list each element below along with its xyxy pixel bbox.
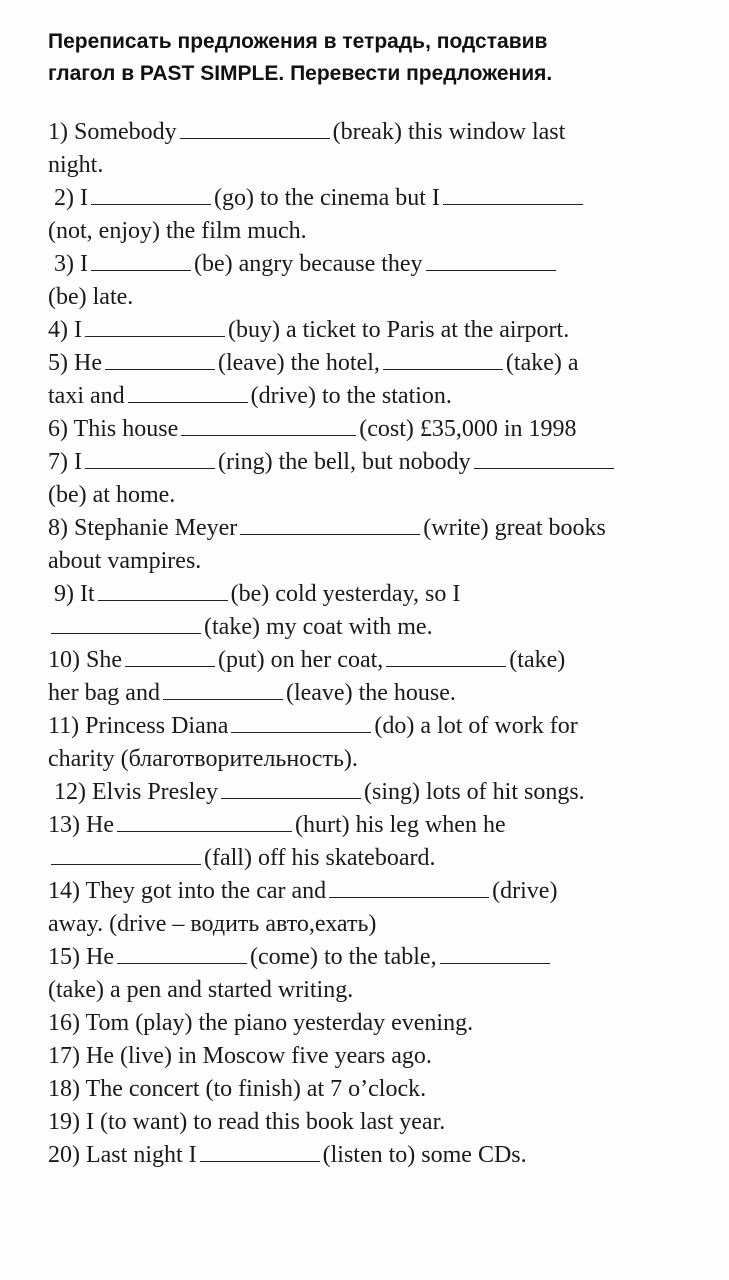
answer-blank	[221, 778, 361, 799]
line-text: (ring) the bell, but nobody	[217, 449, 471, 475]
line-text: 6) This house	[48, 416, 179, 442]
instructions-line: Переписать предложения в тетрадь, подставив	[48, 30, 548, 53]
line-text: 11) Princess Diana	[48, 713, 229, 739]
exercise-line	[48, 380, 708, 413]
exercise-line	[48, 149, 708, 182]
answer-blank	[383, 349, 503, 370]
exercise-line	[48, 314, 708, 347]
line-text: her bag and	[48, 680, 160, 706]
exercise-line	[48, 1040, 708, 1073]
line-text: 15) He	[48, 944, 114, 970]
answer-blank	[51, 613, 201, 634]
answer-blank	[181, 415, 356, 436]
line-text: 8) Stephanie Meyer	[48, 515, 238, 541]
answer-blank	[440, 943, 550, 964]
line-text: 14) They got into the car and	[48, 878, 327, 904]
line-text: (buy) a ticket to Paris at the airport.	[227, 317, 570, 343]
exercise-line	[48, 281, 708, 314]
exercise-line	[48, 578, 708, 611]
answer-blank	[180, 118, 330, 139]
answer-blank	[443, 184, 583, 205]
answer-blank	[98, 580, 228, 601]
exercise-line	[48, 776, 708, 809]
exercise-line	[48, 1139, 708, 1172]
exercise-line	[48, 248, 708, 281]
answer-blank	[85, 316, 225, 337]
exercise-line	[48, 743, 708, 776]
answer-blank	[329, 877, 489, 898]
instructions-heading	[48, 26, 688, 90]
exercise-line	[48, 842, 708, 875]
line-text: taxi and	[48, 383, 125, 409]
answer-blank	[91, 250, 191, 271]
line-text: (take) a	[505, 350, 579, 376]
line-text: 9) It	[48, 581, 95, 607]
answer-blank	[240, 514, 420, 535]
line-text: (leave) the house.	[285, 680, 456, 706]
line-text: (do) a lot of work for	[374, 713, 578, 739]
line-text: (cost) £35,000 in 1998	[359, 416, 577, 442]
line-text: (not, enjoy) the film much.	[48, 218, 307, 244]
exercise-line	[48, 446, 708, 479]
line-text: 4) I	[48, 317, 82, 343]
line-text: away. (drive – водить авто,ехать)	[48, 911, 377, 937]
line-text: 1) Somebody	[48, 119, 177, 145]
answer-blank	[51, 844, 201, 865]
answer-blank	[117, 811, 292, 832]
answer-blank	[117, 943, 247, 964]
exercise-line	[48, 710, 708, 743]
answer-blank	[85, 448, 215, 469]
answer-blank	[91, 184, 211, 205]
line-text: 10) She	[48, 647, 122, 673]
answer-blank	[163, 679, 283, 700]
exercise-line	[48, 479, 708, 512]
exercise-line	[48, 1073, 708, 1106]
line-text: 13) He	[48, 812, 114, 838]
answer-blank	[426, 250, 556, 271]
exercise-line	[48, 215, 708, 248]
answer-blank	[105, 349, 215, 370]
exercise-line	[48, 611, 708, 644]
answer-blank	[128, 382, 248, 403]
line-text: (take) a pen and started writing.	[48, 977, 354, 1003]
exercise-line	[48, 974, 708, 1007]
line-text: (break) this window last	[332, 119, 566, 145]
exercise-line	[48, 1007, 708, 1040]
exercise-line	[48, 512, 708, 545]
line-text: (be) at home.	[48, 482, 176, 508]
line-text: 2) I	[48, 185, 88, 211]
exercise-line	[48, 941, 708, 974]
answer-blank	[200, 1141, 320, 1162]
line-text: about vampires.	[48, 548, 202, 574]
answer-blank	[386, 646, 506, 667]
line-text: 16) Tom (play) the piano yesterday evening.	[48, 1010, 474, 1036]
line-text: (leave) the hotel,	[217, 350, 380, 376]
line-text: 18) The concert (to finish) at 7 o’clock.	[48, 1076, 427, 1102]
line-text: (listen to) some CDs.	[322, 1142, 527, 1168]
line-text: (be) cold yesterday, so I	[230, 581, 461, 607]
answer-blank	[474, 448, 614, 469]
line-text: night.	[48, 152, 104, 178]
line-text: (drive)	[492, 878, 558, 904]
exercise-list	[48, 116, 708, 1172]
line-text: 5) He	[48, 350, 102, 376]
exercise-line	[48, 413, 708, 446]
line-text: (be) angry because they	[193, 251, 423, 277]
exercise-line	[48, 347, 708, 380]
line-text: (go) to the cinema but I	[213, 185, 440, 211]
exercise-line	[48, 644, 708, 677]
exercise-line	[48, 1106, 708, 1139]
line-text: (take)	[509, 647, 566, 673]
exercise-line	[48, 545, 708, 578]
line-text: 20) Last night I	[48, 1142, 197, 1168]
line-text: (sing) lots of hit songs.	[363, 779, 585, 805]
line-text: 12) Elvis Presley	[48, 779, 218, 805]
line-text: 7) I	[48, 449, 82, 475]
line-text: (put) on her coat,	[218, 647, 384, 673]
instructions-line: глагол в PAST SIMPLE. Перевести предложения.	[48, 62, 553, 85]
line-text: 19) I (to want) to read this book last year.	[48, 1109, 446, 1135]
line-text: 3) I	[48, 251, 88, 277]
line-text: (come) to the table,	[249, 944, 437, 970]
line-text: 17) He (live) in Moscow five years ago.	[48, 1043, 432, 1069]
line-text: (hurt) his leg when he	[294, 812, 506, 838]
line-text: (drive) to the station.	[250, 383, 452, 409]
answer-blank	[125, 646, 215, 667]
exercise-line	[48, 875, 708, 908]
line-text: (fall) off his skateboard.	[204, 845, 436, 871]
answer-blank	[231, 712, 371, 733]
line-text: (take) my coat with me.	[204, 614, 433, 640]
exercise-line	[48, 116, 708, 149]
line-text: (be) late.	[48, 284, 134, 310]
exercise-line	[48, 908, 708, 941]
line-text: charity (благотворительность).	[48, 746, 358, 772]
exercise-line	[48, 677, 708, 710]
exercise-line	[48, 182, 708, 215]
line-text: (write) great books	[423, 515, 606, 541]
exercise-line	[48, 809, 708, 842]
